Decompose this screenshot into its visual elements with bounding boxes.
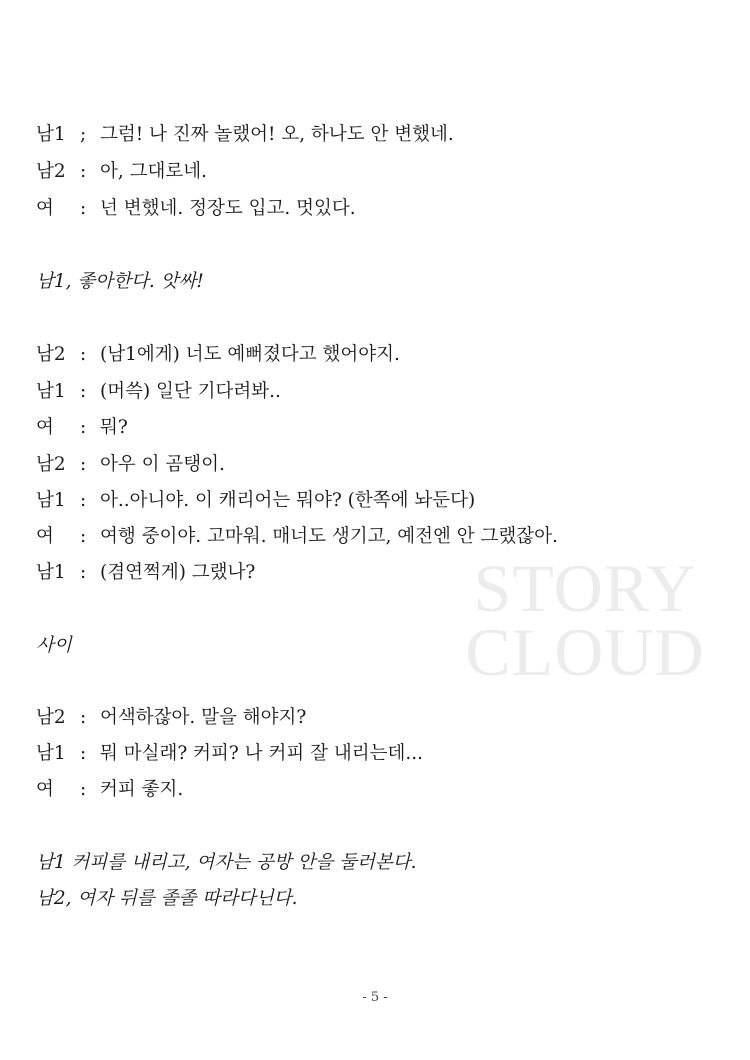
speaker: 남2 — [36, 344, 66, 365]
separator: : — [80, 562, 87, 583]
speaker: 남1 — [36, 124, 66, 145]
dialogue-text: (남1에게) 너도 예뻐졌다고 했어야지. — [100, 344, 400, 365]
page-number: - 5 - — [362, 990, 388, 1005]
dialogue-line — [36, 739, 423, 769]
speaker: 여 — [36, 779, 54, 800]
separator: : — [80, 743, 87, 764]
dialogue-text: 여행 중이야. 고마워. 매너도 생기고, 예전엔 안 그랬잖아. — [100, 526, 558, 547]
separator: : — [80, 381, 87, 402]
separator: : — [80, 526, 87, 547]
watermark-line-2: CLOUD — [465, 614, 705, 690]
separator: : — [80, 198, 87, 219]
dialogue-text: 뭐? — [100, 417, 128, 438]
dialogue-text: (머쓱) 일단 기다려봐.. — [100, 381, 281, 402]
speaker: 여 — [36, 417, 54, 438]
stage-direction: 남1 커피를 내리고, 여자는 공방 안을 둘러본다. — [36, 852, 417, 873]
speaker: 남2 — [36, 454, 66, 475]
separator: : — [80, 161, 87, 182]
dialogue-text: 아, 그대로네. — [100, 161, 207, 182]
speaker: 남1 — [36, 743, 66, 764]
dialogue-text: 아우 이 곰탱이. — [100, 454, 225, 475]
separator: : — [80, 707, 87, 728]
speaker: 남1 — [36, 562, 66, 583]
separator: : — [80, 779, 87, 800]
dialogue-line — [36, 775, 183, 805]
stage-direction: 사이 — [36, 635, 72, 656]
dialogue-text: (겸연쩍게) 그랬나? — [100, 562, 256, 583]
dialogue-text: 커피 좋지. — [100, 779, 184, 800]
dialogue-line — [36, 194, 356, 224]
dialogue-line — [36, 486, 475, 516]
speaker: 남1 — [36, 490, 66, 511]
dialogue-line — [36, 340, 400, 370]
speaker: 여 — [36, 198, 54, 219]
dialogue-text: 어색하잖아. 말을 해야지? — [100, 707, 307, 728]
separator: : — [80, 490, 87, 511]
dialogue-line — [36, 522, 558, 552]
dialogue-text: 아..아니야. 이 캐리어는 뭐야? (한쪽에 놔둔다) — [100, 490, 476, 511]
speaker: 남1 — [36, 381, 66, 402]
dialogue-line — [36, 703, 306, 733]
stage-direction: 남1, 좋아한다. 앗싸! — [36, 271, 204, 292]
dialogue-text: 넌 변했네. 정장도 입고. 멋있다. — [100, 198, 356, 219]
dialogue-text: 그럼! 나 진짜 놀랬어! 오, 하나도 안 변했네. — [100, 124, 454, 145]
watermark — [440, 550, 730, 690]
stage-direction: 남2, 여자 뒤를 졸졸 따라다닌다. — [36, 888, 298, 909]
speaker: 여 — [36, 526, 54, 547]
dialogue-line — [36, 157, 207, 187]
dialogue-line — [36, 558, 255, 588]
separator: : — [80, 417, 87, 438]
dialogue-line — [36, 413, 128, 443]
dialogue-line — [36, 120, 454, 150]
separator: : — [80, 344, 87, 365]
dialogue-line — [36, 450, 225, 480]
speaker: 남2 — [36, 161, 66, 182]
speaker: 남2 — [36, 707, 66, 728]
separator: ; — [80, 124, 87, 145]
dialogue-text: 뭐 마실래? 커피? 나 커피 잘 내리는데... — [100, 743, 423, 764]
dialogue-line — [36, 377, 281, 407]
separator: : — [80, 454, 87, 475]
watermark-line-1: STORY — [473, 550, 697, 626]
